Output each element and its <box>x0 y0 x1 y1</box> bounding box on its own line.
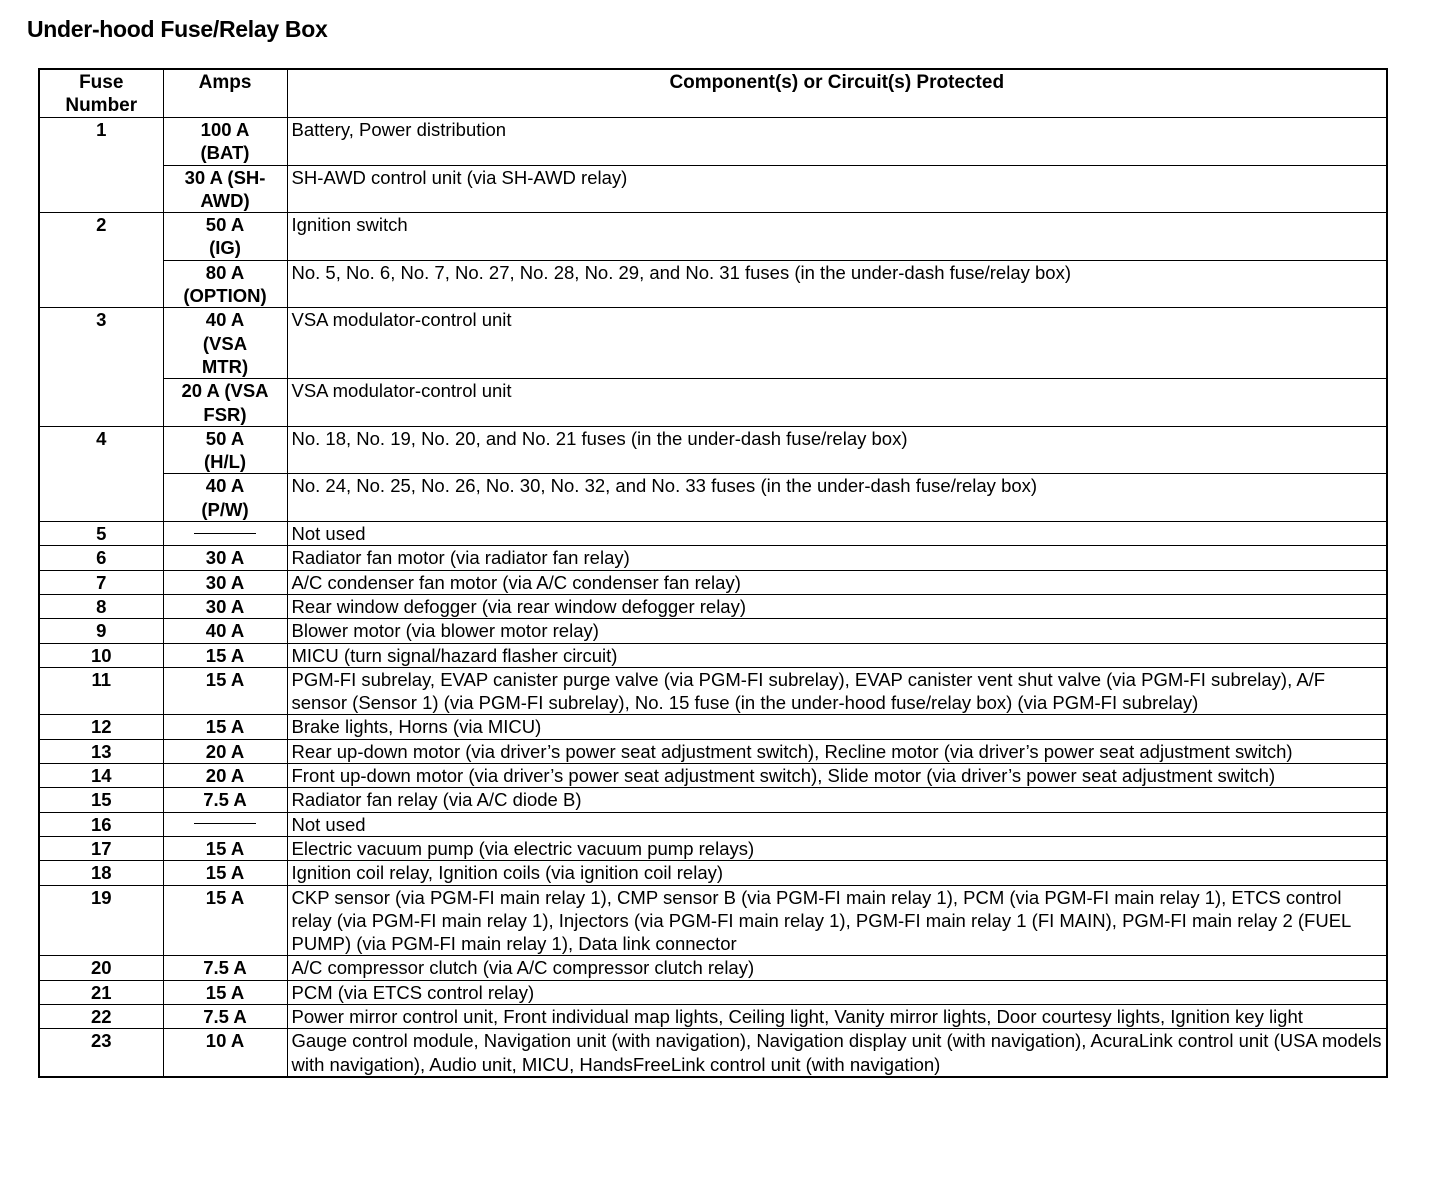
amps-cell: 30 A (SH-AWD) <box>163 165 287 213</box>
component-cell: VSA modulator-control unit <box>287 308 1387 379</box>
component-cell: CKP sensor (via PGM-FI main relay 1), CMP sensor B (via PGM-FI main relay 1), PCM (via PGM-FI main relay 1), ETCS control relay (via PGM-FI main relay 1), Injectors (via PGM-FI main relay 1), PGM-FI main relay 1 (FI MAIN), PGM-FI main relay 2 (FUEL PUMP) (via PGM-FI main relay 1), Data link connector <box>287 885 1387 956</box>
fuse-number-cell: 14 <box>39 764 163 788</box>
component-cell: Brake lights, Horns (via MICU) <box>287 715 1387 739</box>
table-row <box>39 619 1387 643</box>
fuse-number-cell: 8 <box>39 594 163 618</box>
amps-cell: 10 A <box>163 1029 287 1077</box>
fuse-number-cell: 10 <box>39 643 163 667</box>
table-row <box>39 861 1387 885</box>
header-fuse-number: Fuse Number <box>39 69 163 118</box>
fuse-number-cell: 21 <box>39 980 163 1004</box>
table-header-row <box>39 69 1387 118</box>
amps-cell: 20 A <box>163 739 287 763</box>
fuse-number-cell: 7 <box>39 570 163 594</box>
amps-cell: 7.5 A <box>163 956 287 980</box>
table-row <box>39 474 1387 522</box>
fuse-table <box>38 68 1388 1078</box>
amps-cell: 40 A (P/W) <box>163 474 287 522</box>
component-cell: Radiator fan relay (via A/C diode B) <box>287 788 1387 812</box>
table-row <box>39 1004 1387 1028</box>
fuse-number-cell: 22 <box>39 1004 163 1028</box>
table-row <box>39 956 1387 980</box>
fuse-number-cell: 23 <box>39 1029 163 1077</box>
table-row <box>39 308 1387 379</box>
amps-cell: 15 A <box>163 643 287 667</box>
amps-cell: 80 A (OPTION) <box>163 260 287 308</box>
page-title: Under-hood Fuse/Relay Box <box>27 16 328 42</box>
component-cell: A/C condenser fan motor (via A/C condenser fan relay) <box>287 570 1387 594</box>
component-cell: A/C compressor clutch (via A/C compressor clutch relay) <box>287 956 1387 980</box>
header-components: Component(s) or Circuit(s) Protected <box>287 69 1387 118</box>
fuse-number-cell: 16 <box>39 812 163 836</box>
table-row <box>39 570 1387 594</box>
component-cell: Not used <box>287 522 1387 546</box>
component-cell: Radiator fan motor (via radiator fan relay) <box>287 546 1387 570</box>
amps-cell: 7.5 A <box>163 1004 287 1028</box>
not-used-dash <box>194 533 256 534</box>
amps-cell: 50 A (H/L) <box>163 426 287 474</box>
amps-cell: 15 A <box>163 980 287 1004</box>
component-cell: MICU (turn signal/hazard flasher circuit) <box>287 643 1387 667</box>
fuse-number-cell: 3 <box>39 308 163 426</box>
component-cell: Rear window defogger (via rear window defogger relay) <box>287 594 1387 618</box>
table-row <box>39 836 1387 860</box>
table-row <box>39 260 1387 308</box>
header-amps: Amps <box>163 69 287 118</box>
fuse-number-cell: 2 <box>39 213 163 308</box>
amps-cell: 7.5 A <box>163 788 287 812</box>
table-row <box>39 764 1387 788</box>
table-row <box>39 118 1387 166</box>
fuse-number-cell: 4 <box>39 426 163 521</box>
amps-cell: 30 A <box>163 546 287 570</box>
table-row <box>39 643 1387 667</box>
amps-cell: 50 A (IG) <box>163 213 287 261</box>
fuse-number-cell: 11 <box>39 667 163 715</box>
table-row <box>39 213 1387 261</box>
table-row <box>39 788 1387 812</box>
component-cell: Not used <box>287 812 1387 836</box>
table-row <box>39 812 1387 836</box>
amps-cell: 40 A <box>163 619 287 643</box>
component-cell: Gauge control module, Navigation unit (with navigation), Navigation display unit (with navigation), AcuraLink control unit (USA models with navigation), Audio unit, MICU, HandsFreeLink control unit (with navigation) <box>287 1029 1387 1077</box>
fuse-number-cell: 6 <box>39 546 163 570</box>
fuse-number-cell: 9 <box>39 619 163 643</box>
amps-cell: 30 A <box>163 570 287 594</box>
amps-cell: 20 A (VSA FSR) <box>163 379 287 427</box>
table-row <box>39 715 1387 739</box>
table-row <box>39 1029 1387 1077</box>
component-cell: SH-AWD control unit (via SH-AWD relay) <box>287 165 1387 213</box>
component-cell: Front up-down motor (via driver’s power seat adjustment switch), Slide motor (via driver’s power seat adjustment switch) <box>287 764 1387 788</box>
table-row <box>39 739 1387 763</box>
amps-cell: 30 A <box>163 594 287 618</box>
fuse-number-cell: 13 <box>39 739 163 763</box>
component-cell: Power mirror control unit, Front individual map lights, Ceiling light, Vanity mirror lights, Door courtesy lights, Ignition key light <box>287 1004 1387 1028</box>
component-cell: No. 24, No. 25, No. 26, No. 30, No. 32, and No. 33 fuses (in the under-dash fuse/relay box) <box>287 474 1387 522</box>
table-row <box>39 522 1387 546</box>
table-row <box>39 546 1387 570</box>
fuse-number-cell: 15 <box>39 788 163 812</box>
table-row <box>39 667 1387 715</box>
fuse-number-cell: 5 <box>39 522 163 546</box>
amps-cell: 15 A <box>163 715 287 739</box>
amps-cell: 100 A (BAT) <box>163 118 287 166</box>
component-cell: Rear up-down motor (via driver’s power seat adjustment switch), Recline motor (via driver’s power seat adjustment switch) <box>287 739 1387 763</box>
fuse-number-cell: 12 <box>39 715 163 739</box>
table-row <box>39 594 1387 618</box>
fuse-number-cell: 18 <box>39 861 163 885</box>
component-cell: Blower motor (via blower motor relay) <box>287 619 1387 643</box>
amps-cell: 15 A <box>163 861 287 885</box>
table-row <box>39 379 1387 427</box>
component-cell: No. 5, No. 6, No. 7, No. 27, No. 28, No. 29, and No. 31 fuses (in the under-dash fuse/relay box) <box>287 260 1387 308</box>
amps-cell <box>163 812 287 836</box>
amps-cell: 40 A (VSA MTR) <box>163 308 287 379</box>
component-cell: Ignition coil relay, Ignition coils (via ignition coil relay) <box>287 861 1387 885</box>
component-cell: Electric vacuum pump (via electric vacuum pump relays) <box>287 836 1387 860</box>
table-row <box>39 426 1387 474</box>
table-row <box>39 980 1387 1004</box>
fuse-number-cell: 17 <box>39 836 163 860</box>
component-cell: PCM (via ETCS control relay) <box>287 980 1387 1004</box>
amps-cell: 15 A <box>163 667 287 715</box>
fuse-number-cell: 1 <box>39 118 163 213</box>
table-row <box>39 885 1387 956</box>
component-cell: VSA modulator-control unit <box>287 379 1387 427</box>
amps-cell: 20 A <box>163 764 287 788</box>
component-cell: Battery, Power distribution <box>287 118 1387 166</box>
amps-cell <box>163 522 287 546</box>
not-used-dash <box>194 823 256 824</box>
component-cell: PGM-FI subrelay, EVAP canister purge valve (via PGM-FI subrelay), EVAP canister vent shut valve (via PGM-FI subrelay), A/F sensor (Sensor 1) (via PGM-FI subrelay), No. 15 fuse (in the under-hood fuse/relay box) (via PGM-FI subrelay) <box>287 667 1387 715</box>
component-cell: No. 18, No. 19, No. 20, and No. 21 fuses (in the under-dash fuse/relay box) <box>287 426 1387 474</box>
table-row <box>39 165 1387 213</box>
component-cell: Ignition switch <box>287 213 1387 261</box>
fuse-number-cell: 19 <box>39 885 163 956</box>
amps-cell: 15 A <box>163 885 287 956</box>
amps-cell: 15 A <box>163 836 287 860</box>
fuse-number-cell: 20 <box>39 956 163 980</box>
